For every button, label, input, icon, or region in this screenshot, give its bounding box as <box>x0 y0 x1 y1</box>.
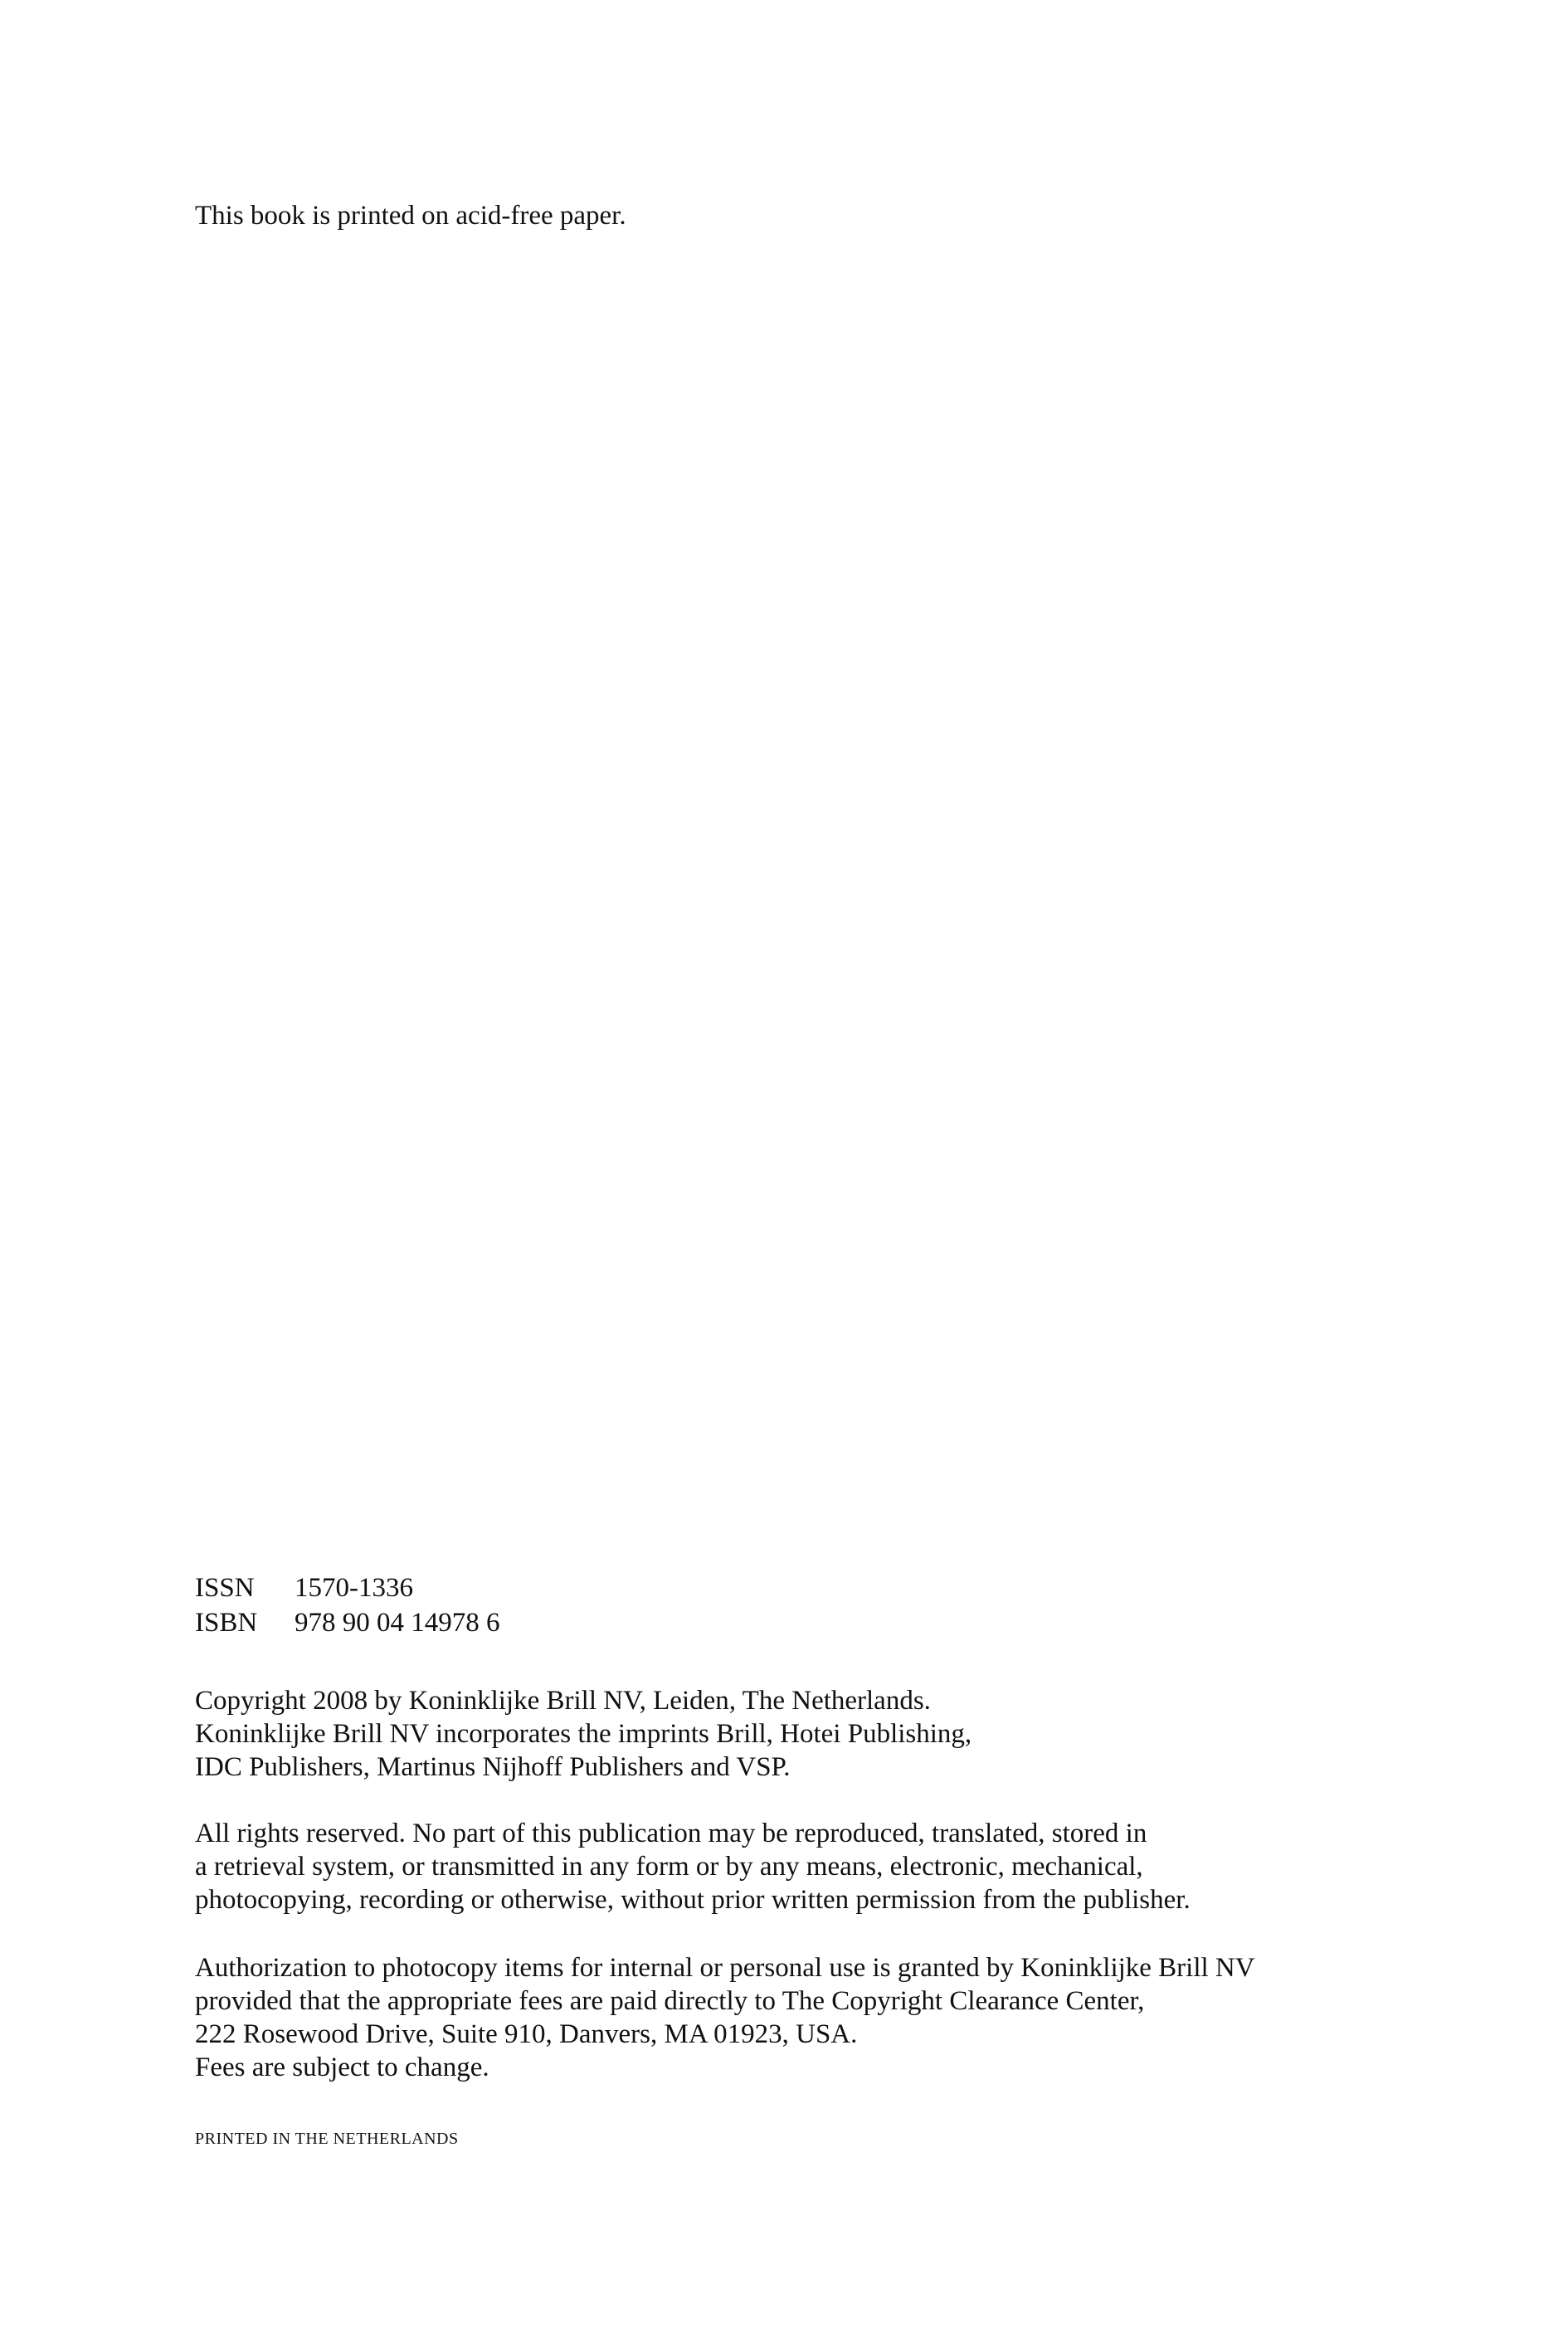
acid-free-note: This book is printed on acid-free paper. <box>195 201 626 231</box>
issn-label: ISSN <box>195 1573 255 1603</box>
copyright-paragraph <box>195 1684 971 1784</box>
authorization-line: 222 Rosewood Drive, Suite 910, Danvers, MA 01923, USA. <box>195 2019 858 2049</box>
rights-paragraph <box>195 1817 1191 1916</box>
copyright-line: Koninklijke Brill NV incorporates the imprints Brill, Hotei Publishing, <box>195 1719 972 1749</box>
authorization-paragraph <box>195 1951 1255 2084</box>
rights-line: photocopying, recording or otherwise, without prior written permission from the publisher. <box>195 1885 1191 1915</box>
rights-line: All rights reserved. No part of this publication may be reproduced, translated, stored in <box>195 1819 1147 1848</box>
identifier-block <box>195 1570 500 1640</box>
copyright-line: IDC Publishers, Martinus Nijhoff Publishers and VSP. <box>195 1752 791 1782</box>
isbn-value: 978 90 04 14978 6 <box>295 1608 500 1638</box>
authorization-line: Authorization to photocopy items for internal or personal use is granted by Koninklijke Brill NV <box>195 1953 1255 1983</box>
copyright-line: Copyright 2008 by Koninklijke Brill NV, Leiden, The Netherlands. <box>195 1686 931 1716</box>
issn-row <box>195 1570 500 1605</box>
rights-line: a retrieval system, or transmitted in any form or by any means, electronic, mechanical, <box>195 1852 1143 1882</box>
isbn-label: ISBN <box>195 1608 258 1638</box>
authorization-line: provided that the appropriate fees are paid directly to The Copyright Clearance Center, <box>195 1986 1145 2016</box>
printed-in-notice: PRINTED IN THE NETHERLANDS <box>195 2130 459 2148</box>
issn-value: 1570-1336 <box>295 1573 413 1603</box>
authorization-line: Fees are subject to change. <box>195 2053 489 2082</box>
isbn-row <box>195 1605 500 1640</box>
